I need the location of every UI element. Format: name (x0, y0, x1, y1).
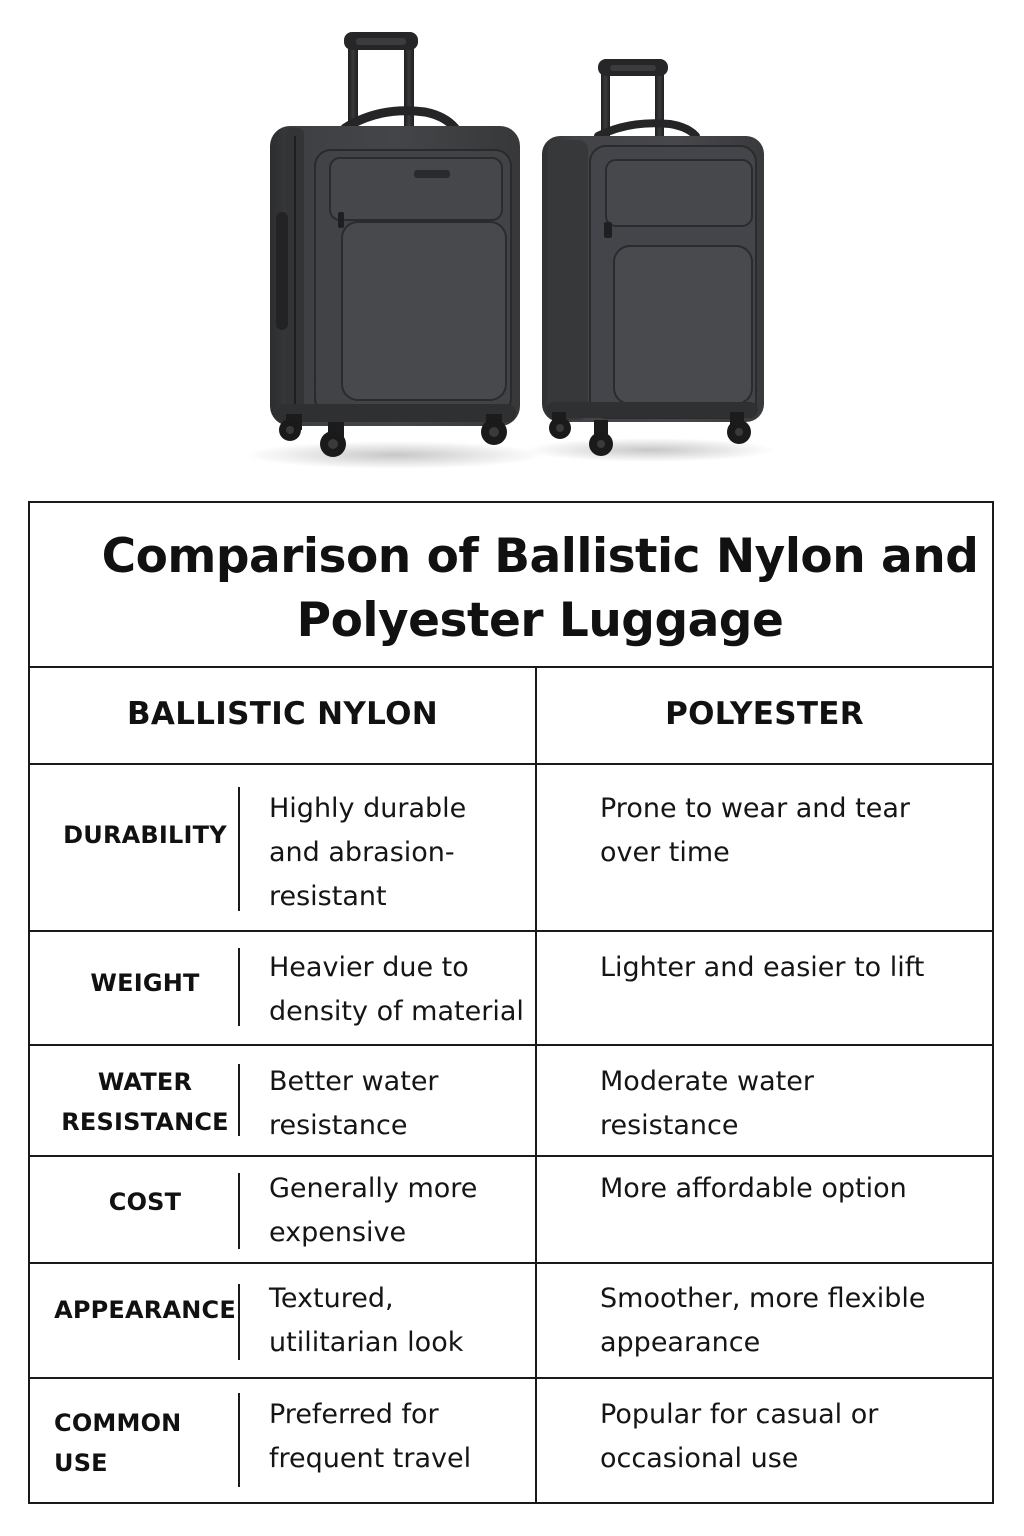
column-header-polyester: POLYESTER (665, 696, 864, 732)
row-label: DURABILITY (63, 821, 227, 849)
nylon-cell: Generally more expensive (269, 1173, 478, 1248)
nylon-cell: Textured, utilitarian look (269, 1283, 464, 1358)
row-label: COMMON USE (54, 1409, 182, 1477)
page-title: Comparison of Ballistic Nylon and Polyester Luggage (101, 529, 979, 648)
polyester-cell: Prone to wear and tear over time (600, 793, 910, 868)
nylon-cell: Highly durable and abrasion- resistant (269, 793, 467, 912)
two-suitcases-icon (0, 0, 1024, 490)
polyester-cell: Lighter and easier to lift (600, 952, 925, 983)
nylon-cell: Better water resistance (269, 1066, 439, 1141)
row-label: APPEARANCE (54, 1296, 236, 1324)
column-header-ballistic-nylon: BALLISTIC NYLON (126, 696, 439, 732)
nylon-cell: Preferred for frequent travel (269, 1399, 472, 1474)
table-row-common-use (30, 1379, 992, 1504)
polyester-cell: Smoother, more flexible appearance (600, 1283, 926, 1358)
row-label: COST (108, 1188, 182, 1216)
title-cell (30, 503, 992, 668)
row-divider (238, 787, 240, 911)
right-suitcase-icon (542, 59, 764, 456)
polyester-cell: More affordable option (600, 1173, 907, 1204)
header-row (30, 666, 992, 765)
comparison-table (28, 501, 994, 1504)
nylon-cell: Heavier due to density of material (269, 952, 524, 1027)
table-row-durability (30, 765, 992, 932)
row-divider (238, 1173, 240, 1249)
table-row-appearance (30, 1264, 992, 1379)
table-row-water-resistance (30, 1046, 992, 1157)
polyester-cell: Moderate water resistance (600, 1066, 814, 1141)
row-divider (238, 1064, 240, 1136)
row-label: WATER RESISTANCE (61, 1068, 229, 1136)
luggage-image (0, 0, 1024, 490)
row-divider (238, 1284, 240, 1360)
row-divider (238, 1393, 240, 1487)
table-row-cost (30, 1157, 992, 1264)
left-suitcase-icon (270, 32, 520, 457)
row-label: WEIGHT (90, 969, 200, 997)
polyester-cell: Popular for casual or occasional use (600, 1399, 879, 1474)
row-divider (238, 948, 240, 1026)
table-row-weight (30, 932, 992, 1046)
